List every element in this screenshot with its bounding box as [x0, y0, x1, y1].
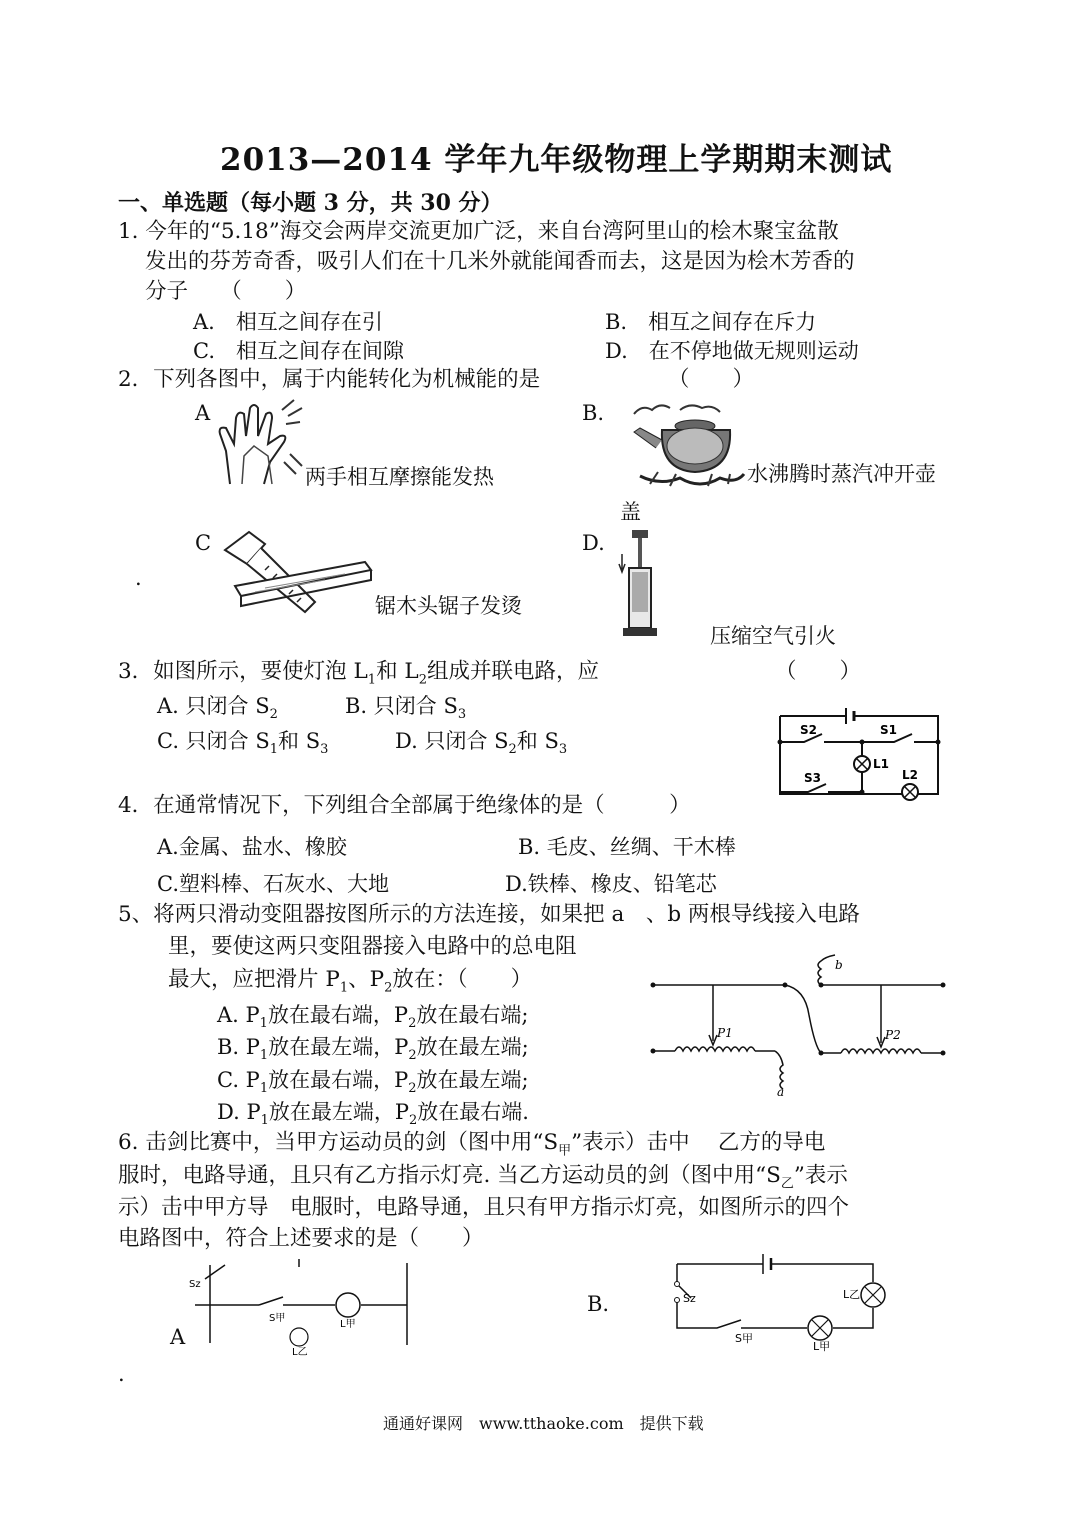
q6-circuit-a	[185, 1255, 415, 1358]
q3-subscript: 2	[508, 742, 517, 758]
air-compression-igniter-image	[618, 528, 663, 640]
q2-label-a: A	[195, 401, 211, 425]
q5-line3-part: 、P	[348, 967, 385, 992]
q1-option-a: A. 相互之间存在引	[193, 310, 383, 334]
label-b: b	[835, 958, 843, 972]
label-s2: S2	[800, 723, 817, 737]
q5-line3-part: 放在：（ ）	[392, 967, 533, 992]
q3-option-text: A. 只闭合 S	[157, 694, 270, 718]
q3-option-text: D. 只闭合 S	[395, 729, 509, 753]
q3-subscript: 3	[558, 742, 568, 758]
q6-sub-yi: 乙	[780, 1176, 794, 1192]
q2-dot-c: .	[135, 566, 142, 590]
q5-line2: 里，要使这两只变阻器接入电路中的总电阻	[168, 934, 577, 959]
q3-subscript: 2	[418, 672, 427, 688]
q5-option-part: 放在最右端，P	[268, 1068, 409, 1092]
q2-stem: 2．下列各图中，属于内能转化为机械能的是	[118, 367, 541, 392]
q6-line3: 示）击中甲方导 电服时，电路导通，且只有甲方指示灯亮，如图所示的四个	[118, 1195, 850, 1220]
label-a: a	[777, 1085, 785, 1099]
q6-line1-part: ”表示）击中 乙方的导电	[571, 1130, 826, 1155]
q6-dot: .	[118, 1362, 125, 1386]
q5-option-a: A. $P_1$放在最右端，$P_2$放在最右端;	[217, 1003, 529, 1032]
footer-text: 通通好课网 www.tthaoke.com 提供下载	[383, 1414, 704, 1433]
q5-option-part: 放在最左端，P	[268, 1035, 409, 1059]
q2-caption-d: 压缩空气引火	[710, 624, 836, 648]
q6-sub-jia: 甲	[558, 1143, 572, 1159]
q2-caption-a: 两手相互摩擦能发热	[305, 465, 494, 489]
label-s3: S3	[804, 771, 821, 785]
q5-option-part: B. P	[217, 1035, 260, 1059]
label-lz: L乙	[292, 1347, 308, 1358]
label-sjia: S甲	[735, 1332, 753, 1345]
q3-option-a	[157, 690, 278, 722]
q5-rheostat-diagram	[645, 955, 950, 1100]
q2-caption-c: 锯木头锯子发烫	[375, 594, 522, 618]
q3-subscript: 3	[320, 742, 329, 758]
q1-option-c: C. 相互之间存在间隙	[193, 339, 404, 363]
q5-option-part: C. P	[217, 1068, 260, 1092]
q3-paren: （ ）	[775, 659, 862, 684]
q2-caption-b-cont: 盖	[620, 500, 641, 524]
q3-circuit-diagram	[778, 708, 943, 803]
q3-option-c	[157, 725, 328, 757]
q1-option-d: D. 在不停地做无规则运动	[605, 339, 859, 363]
label-sz: Sz	[189, 1279, 201, 1290]
q3-subscript: 3	[457, 707, 467, 723]
q3-option-text: 和 S	[516, 729, 559, 753]
q4-option-d: D.铁棒、橡皮、铅笔芯	[505, 872, 717, 896]
q5-option-part: 放在最左端;	[416, 1035, 529, 1059]
label-s1: S1	[880, 723, 897, 737]
q5-line1: 5、将两只滑动变阻器按图所示的方法连接，如果把 a 、b 两根导线接入电路	[118, 902, 860, 927]
section-heading: 一、单选题（每小题 3 分，共 30 分）	[118, 190, 503, 216]
q6-circuit-b	[673, 1250, 898, 1353]
q1-line2: 发出的芬芳奇香，吸引人们在十几米外就能闻香而去，这是因为桧木芳香的	[145, 249, 855, 274]
hands-rubbing-image	[212, 396, 307, 488]
q5-option-part: A. P	[217, 1003, 260, 1027]
q5-line3-part: 最大，应把滑片 P	[168, 967, 340, 992]
q3-stem-part: 组成并联电路，应	[426, 659, 599, 684]
q3-option-text: C. 只闭合 S	[157, 729, 270, 753]
q5-line3: 最大，应把滑片 $P_1$、$P_2$放在：（ ）	[168, 967, 533, 996]
label-ljia: L甲	[340, 1319, 356, 1330]
q6-line2-part: ”表示	[793, 1163, 848, 1188]
q4-option-b: B. 毛皮、丝绸、干木棒	[518, 835, 736, 859]
boiling-kettle-image	[620, 400, 750, 490]
q6-label-a: A	[170, 1325, 186, 1349]
q3-stem-part: 3．如图所示，要使灯泡 L	[118, 659, 368, 684]
q3-subscript: 2	[269, 707, 278, 723]
q2-label-d: D.	[582, 531, 605, 555]
label-lz: L乙	[843, 1288, 861, 1301]
q5-option-part: 放在最左端，P	[268, 1100, 409, 1124]
q4-option-c: C.塑料棒、石灰水、大地	[157, 872, 389, 896]
q1-line1: 1. 今年的“5.18”海交会两岸交流更加广泛，来自台湾阿里山的桧木聚宝盆散	[118, 219, 839, 244]
q5-option-part: 放在最右端;	[416, 1003, 529, 1027]
q3-stem-part: 和 L	[376, 659, 419, 684]
q5-option-part: 放在最右端.	[417, 1100, 529, 1124]
q3-option-text: 和 S	[278, 729, 321, 753]
q5-option-c: C. $P_1$放在最右端，$P_2$放在最左端;	[217, 1068, 529, 1097]
q6-line1-part: 6. 击剑比赛中，当甲方运动员的剑（图中用“S	[118, 1130, 559, 1155]
q2-caption-b: 水沸腾时蒸汽冲开壶	[747, 462, 936, 486]
label-l2: L2	[902, 768, 918, 782]
q2-label-c: C	[195, 531, 212, 555]
label-l1: L1	[873, 757, 889, 771]
q1-line3: 分子 （ ）	[145, 279, 307, 304]
q3-option-text: B. 只闭合 S	[345, 694, 458, 718]
q5-option-d: D. $P_1$放在最左端，$P_2$放在最右端.	[217, 1100, 529, 1129]
q3-option-b	[345, 690, 466, 722]
label-sjia: S甲	[269, 1313, 286, 1324]
label-ljia: L甲	[813, 1340, 831, 1353]
label-p1: P1	[717, 1026, 733, 1040]
q5-option-part: 放在最左端;	[416, 1068, 529, 1092]
q4-option-a: A.金属、盐水、橡胶	[157, 835, 347, 859]
q3-subscript: 1	[269, 742, 279, 758]
q6-label-b: B.	[587, 1292, 610, 1316]
q3-option-d	[395, 725, 567, 757]
q6-line2-part: 服时，电路导通，且只有乙方指示灯亮. 当乙方运动员的剑（图中用“S	[118, 1163, 781, 1188]
q1-option-b: B. 相互之间存在斥力	[605, 310, 817, 334]
q5-option-part: D. P	[217, 1100, 261, 1124]
q2-paren: （ ）	[668, 367, 755, 392]
q2-label-b: B.	[582, 401, 605, 425]
label-sz: Sz	[683, 1292, 696, 1305]
q5-option-part: 放在最右端，P	[267, 1003, 409, 1027]
label-p2: P2	[885, 1028, 901, 1042]
sawing-wood-image	[225, 526, 375, 616]
q6-line4: 电路图中，符合上述要求的是（ ）	[118, 1226, 484, 1251]
page-title: 2013—2014 学年九年级物理上学期期末测试	[220, 142, 893, 178]
q5-option-b: B. $P_1$放在最左端，$P_2$放在最左端;	[217, 1035, 529, 1064]
q4-stem: 4．在通常情况下，下列组合全部属于绝缘体的是（ ）	[118, 793, 691, 818]
q3-subscript: 1	[367, 672, 377, 688]
